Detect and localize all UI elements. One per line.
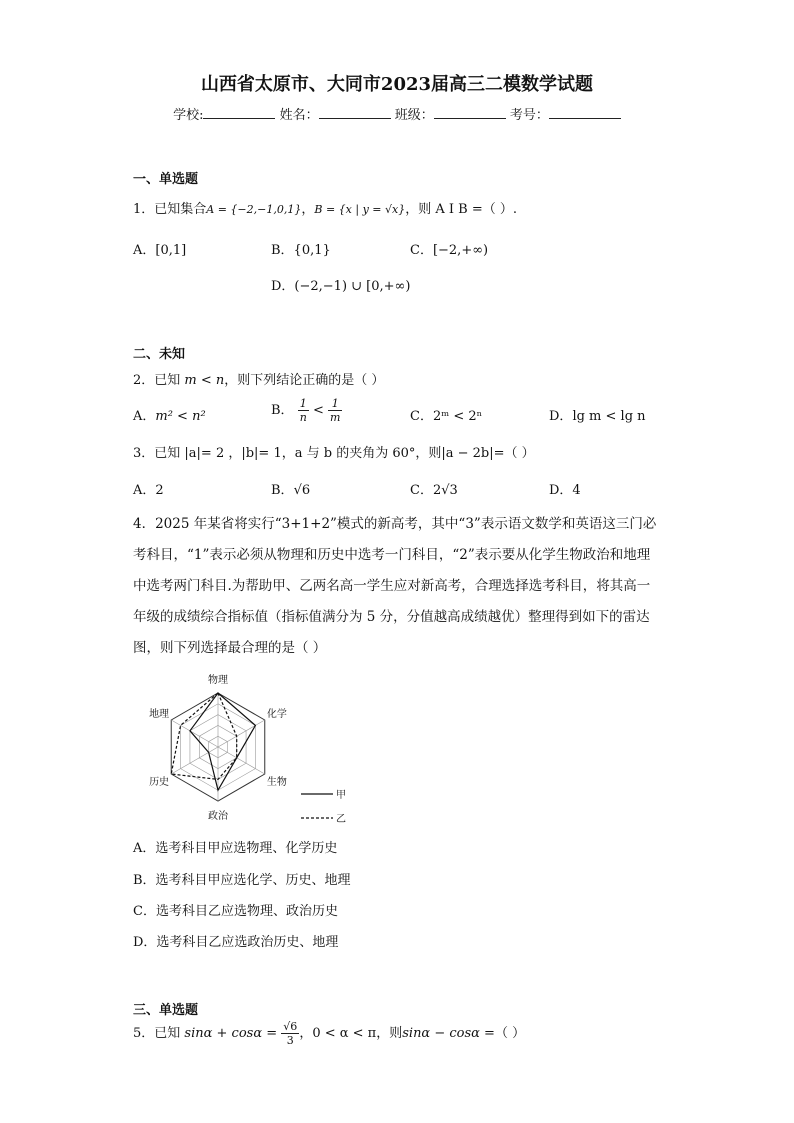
school-label: 学校: [173,108,204,123]
q3-option-b [271,479,310,498]
q5-den: 3 [286,1034,294,1047]
number-label: 考号： [509,108,549,123]
q2-b-frac-2 [328,397,342,424]
q2-prefix: 2．已知 [133,373,181,388]
q2-option-a [133,405,206,424]
radar-axis-label: 政治 [208,811,228,823]
q2-b-num1: 1 [298,397,309,411]
q1-set-b: B = {x | y = √x} [314,203,406,216]
q2-a-expr: m² < n² [155,409,206,424]
q2-a-label: A． [133,409,156,424]
radar-legend-label: 甲 [336,790,346,801]
q2-b-lt: < [312,403,324,418]
number-blank [549,106,621,119]
q3-b-expr: √6 [293,483,311,498]
radar-series-jia [190,693,255,790]
q2-b-label: B． [271,403,294,418]
radar-series-yi [171,693,236,779]
q1-prefix: 1．已知集合 [133,202,207,217]
name-blank [319,106,391,119]
q1-option-d: D．(−2,−1) ∪ [0,+∞) [271,279,411,294]
q5-ask-expr: sinα − cosα = [402,1026,495,1041]
question-2-stem [133,369,384,388]
class-label: 班级： [394,108,434,123]
q1-option-b: B．{0,1} [271,243,331,258]
q2-b-frac-1 [298,397,309,424]
q3-option-a: A．2 [133,483,164,498]
q2-d-expr: lg m < lg n [572,409,646,424]
q2-ask: ，则下列结论正确的是（ ） [224,373,385,388]
q1-option-a: A．[0,1] [133,243,187,258]
q5-lhs: sinα + cosα = [184,1026,278,1041]
q3-c-expr: 2√3 [432,483,458,498]
radar-axis-label: 历史 [149,777,170,789]
school-blank [203,106,275,119]
radar-chart [133,668,373,826]
q2-option-b [271,397,342,424]
q3-option-d: D．4 [549,483,581,498]
question-3-stem: 3．已知 |a|= 2 ，|b|= 1，a 与 b 的夹角为 60°，则|a − 2b|=（ ） [133,446,535,461]
radar-axis-label: 生物 [266,777,287,789]
radar-spoke [218,747,265,774]
exam-title: 山西省太原市、大同市2023届高三二模数学试题 [200,74,594,95]
q5-prefix: 5．已知 [133,1026,181,1041]
q5-ask: （ ） [494,1026,526,1041]
q2-b-den2: m [329,411,341,424]
q4-option-c: C．选考科目乙应选物理、政治历史 [133,904,338,919]
q1-sep: ， [301,202,315,217]
section-heading-1: 一、单选题 [133,172,199,187]
q3-c-label: C． [410,483,433,498]
radar-axis-label: 地理 [149,708,170,720]
q1-ask: ，则 A I B =（ ）. [405,202,517,217]
class-blank [434,106,506,119]
q4-option-b: B．选考科目甲应选化学、历史、地理 [133,873,351,888]
q5-fraction [281,1020,299,1047]
q2-condition: m < n [184,373,225,388]
q5-condition: ，0 < α < π，则 [299,1026,403,1041]
q2-c-expr: 2ᵐ < 2ⁿ [432,409,483,424]
q2-d-label: D． [549,409,573,424]
student-info-line [0,104,794,123]
question-1-stem [133,198,517,217]
q4-option-a: A．选考科目甲应选物理、化学历史 [133,841,338,856]
radar-spoke [218,720,265,747]
q2-b-num2: 1 [328,397,342,411]
q2-option-d [549,405,646,424]
section-heading-3: 三、单选题 [133,1003,199,1018]
q1-option-c: C．[−2,+∞) [410,243,489,258]
q3-option-c [410,479,458,498]
q2-option-c [410,405,482,424]
q2-b-den1: n [299,411,307,424]
q4-option-d: D．选考科目乙应选政治历史、地理 [133,935,339,950]
q2-c-label: C． [410,409,433,424]
q3-b-label: B． [271,483,294,498]
radar-legend-label: 乙 [336,814,346,825]
radar-axis-label: 化学 [266,708,287,720]
q1-set-a: A = {−2,−1,0,1} [206,203,302,216]
name-label: 姓名： [279,108,319,123]
section-heading-2: 二、未知 [133,347,186,362]
question-4-stem: 4．2025 年某省将实行“3+1+2”模式的新高考，其中“3”表示语文数学和英语这三门必考科目，“1”表示必须从物理和历史中选考一门科目，“2”表示要从化学生物政治和地理中选考两门科目.为帮助甲、乙两名高一学生应对新高考，合理选择选考科目，将其高一年级的成绩综合指标值（指标值满分为 5 分，分值越高成绩越优）整理得到如下的雷达图，则下列选择最合理的是（ ） [133,516,657,656]
question-5-stem [133,1020,525,1047]
radar-axis-label: 物理 [208,674,228,686]
q5-num: √6 [283,1020,298,1033]
